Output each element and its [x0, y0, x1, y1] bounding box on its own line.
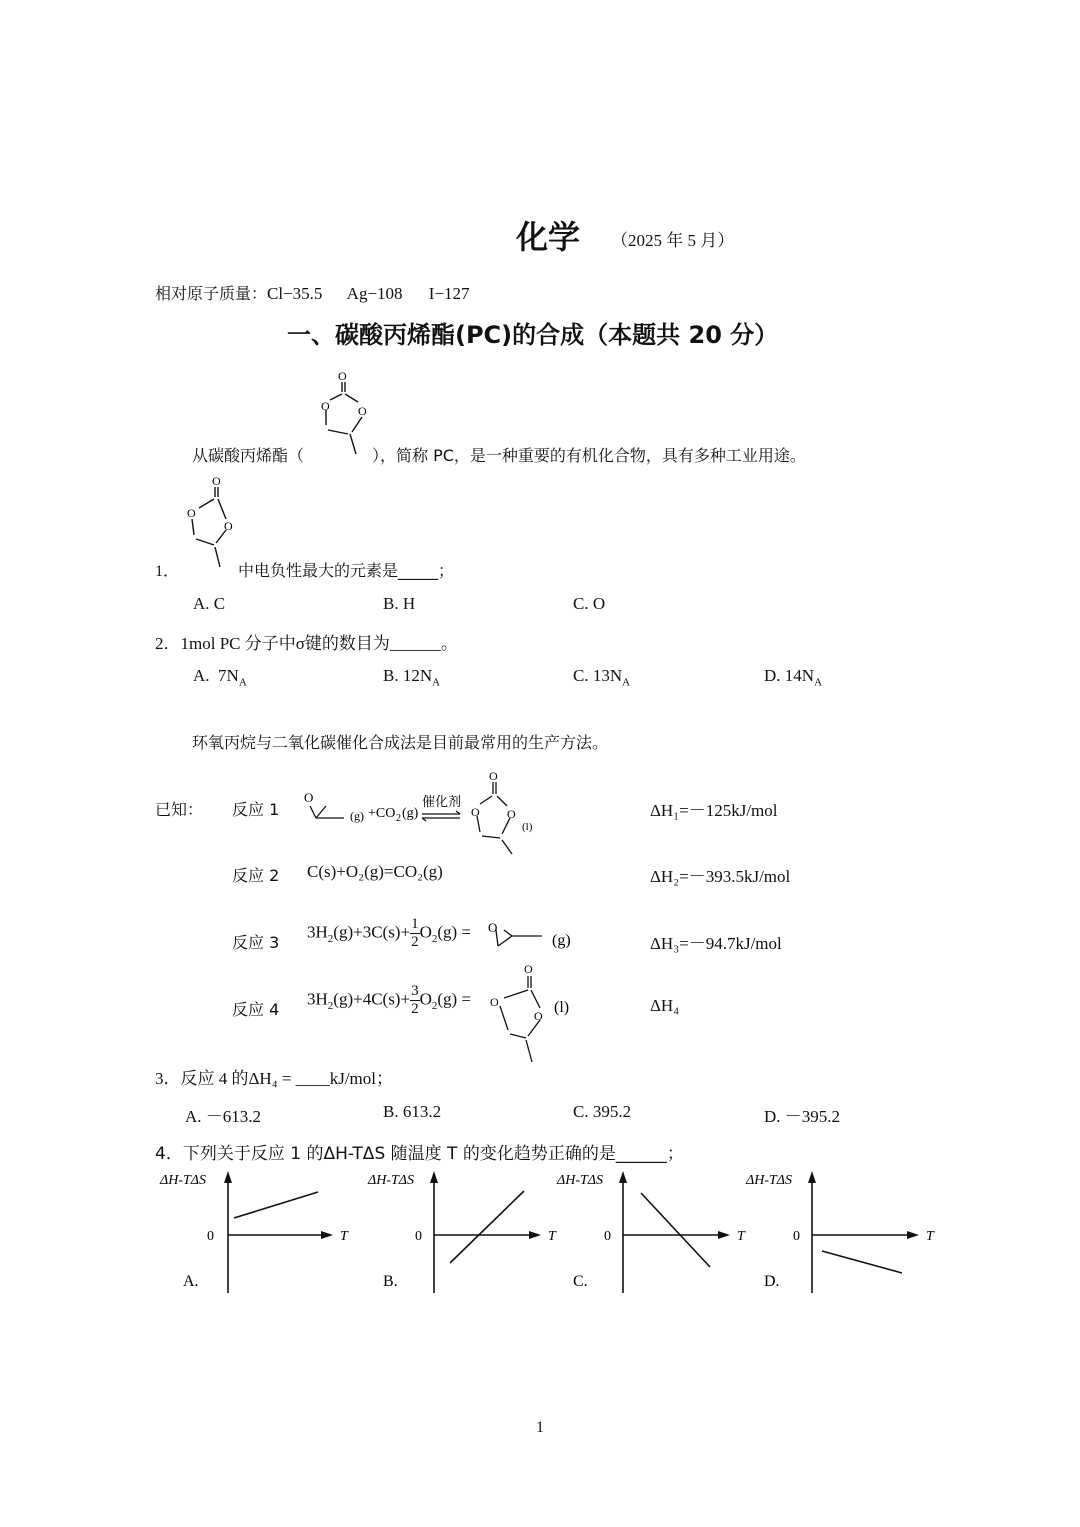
- graph-b-ylabel: ΔH-TΔS: [368, 1173, 414, 1188]
- graph-c: [547, 1165, 747, 1300]
- q2-option-a-value: 7N: [218, 666, 239, 685]
- reaction-1-equation: [300, 770, 550, 860]
- page-number: 1: [536, 1419, 544, 1436]
- graph-a-ylabel: ΔH-TΔS: [160, 1173, 206, 1188]
- q2-option-d-letter: D.: [764, 666, 781, 685]
- graph-a-zero: 0: [207, 1229, 214, 1244]
- reaction-1-label: 反应 1: [232, 800, 280, 819]
- graph-c-line: [641, 1193, 710, 1267]
- svg-text:O: O: [507, 807, 516, 821]
- svg-text:(l): (l): [554, 999, 570, 1016]
- svg-text:O: O: [358, 404, 367, 418]
- graph-d-ylabel: ΔH-TΔS: [746, 1173, 792, 1188]
- reaction-2-label: 反应 2: [232, 866, 280, 885]
- page-title: 化学: [516, 218, 581, 256]
- svg-text:O: O: [212, 474, 221, 488]
- graph-d-zero: 0: [793, 1229, 800, 1244]
- q4-text: 4．下列关于反应 1 的ΔH-TΔS 随温度 T 的变化趋势正确的是______；: [155, 1144, 684, 1164]
- pc-structure-q1-icon: [168, 475, 248, 570]
- q2-option-a-sub: A: [238, 676, 247, 689]
- q1-number: 1．: [155, 563, 180, 580]
- graph-c-letter: C.: [573, 1273, 588, 1290]
- graph-a: [150, 1165, 350, 1300]
- graph-d-letter: D.: [764, 1273, 780, 1290]
- reaction-3-dh: ΔH₃=－94.7kJ/mol: [650, 934, 782, 953]
- svg-text:(g): (g): [402, 806, 419, 821]
- reaction-4-dh: ΔH₄: [650, 996, 680, 1015]
- intro-after: ），简称 PC，是一种重要的有机化合物，具有多种工业用途。: [372, 446, 806, 465]
- section-heading: 一、碳酸丙烯酯(PC)的合成（本题共 20 分）: [287, 321, 779, 349]
- graph-d: [736, 1165, 946, 1300]
- svg-text:(l): (l): [522, 821, 533, 833]
- graph-c-xlabel: T: [737, 1229, 745, 1244]
- graph-b-xlabel: T: [548, 1229, 556, 1244]
- q3-option-b: B. 613.2: [383, 1102, 442, 1121]
- reaction-4-equation: $3H_2(g)+4C(s)+$ $\frac{3}{2}$ $O_2(g)$ =: [307, 983, 472, 1017]
- reaction-2-dh: ΔH₂=－393.5kJ/mol: [650, 867, 791, 886]
- graph-a-xlabel: T: [340, 1229, 348, 1244]
- graph-d-line: [822, 1251, 902, 1273]
- exam-date: （2025 年 5 月）: [611, 231, 735, 250]
- graph-b: [358, 1165, 558, 1300]
- graph-a-line: [234, 1192, 318, 1218]
- reaction-4-label: 反应 4: [232, 1000, 280, 1019]
- ag-mass: Ag−108: [346, 284, 403, 303]
- q2-option-b: [383, 666, 440, 688]
- known-label: 已知：: [155, 800, 204, 819]
- q3-option-c: C. 395.2: [573, 1102, 632, 1121]
- q2-option-b-value: 12N: [402, 666, 433, 685]
- q2-option-b-sub: A: [432, 676, 441, 689]
- q1-option-a: A. C: [193, 594, 226, 613]
- graph-c-zero: 0: [604, 1229, 611, 1244]
- q2-option-d-value: 14N: [784, 666, 815, 685]
- svg-text:O: O: [534, 1009, 543, 1023]
- q3-option-a: A. －613.2: [185, 1107, 262, 1126]
- reaction-3-equation: $3H_2(g)+3C(s)+$ $\frac{1}{2}$ $O_2(g)$ =: [307, 916, 472, 950]
- pc-structure-r4-icon: [486, 958, 586, 1068]
- svg-text:O: O: [224, 519, 233, 533]
- svg-text:O: O: [524, 962, 533, 976]
- q2-option-a-letter: A.: [193, 666, 210, 685]
- graph-c-ylabel: ΔH-TΔS: [557, 1173, 603, 1188]
- svg-text:2: 2: [396, 813, 401, 824]
- graph-b-letter: B.: [383, 1273, 398, 1290]
- reaction-2-equation: C(s)+O₂(g)=CO₂(g): [307, 862, 443, 881]
- atomic-masses: [155, 281, 470, 304]
- q1-text: 中电负性最大的元素是_____；: [238, 561, 455, 580]
- svg-text:(g): (g): [350, 809, 364, 823]
- q2-option-c-sub: A: [622, 676, 631, 689]
- q2-option-a: [193, 666, 247, 688]
- q2-text: 2．1mol PC 分子中σ键的数目为______。: [155, 634, 458, 653]
- svg-text:+CO: +CO: [368, 806, 396, 821]
- q3-text: 3．反应 4 的ΔH₄ = ____kJ/mol；: [155, 1069, 394, 1088]
- q2-option-c-letter: C.: [573, 666, 589, 685]
- catalyst-label: 催化剂: [422, 794, 462, 809]
- reaction-1-dh: ΔH₁=－125kJ/mol: [650, 801, 778, 820]
- q2-option-b-letter: B.: [383, 666, 399, 685]
- intro-before: 从碳酸丙烯酯（: [192, 446, 305, 465]
- i-mass: I−127: [428, 284, 470, 303]
- cl-mass: Cl−35.5: [267, 284, 323, 303]
- q2-option-c: [573, 666, 630, 688]
- svg-text:(g): (g): [552, 932, 571, 949]
- q1-option-c: C. O: [573, 594, 606, 613]
- q1-option-b: B. H: [383, 594, 416, 613]
- svg-text:O: O: [321, 399, 330, 413]
- q2-option-d-sub: A: [814, 676, 823, 689]
- atomic-masses-label: 相对原子质量：: [155, 284, 268, 303]
- graph-a-letter: A.: [183, 1273, 199, 1290]
- svg-text:O: O: [490, 995, 499, 1009]
- reaction-3-label: 反应 3: [232, 933, 280, 952]
- svg-text:O: O: [304, 790, 314, 805]
- q3-option-d: D. －395.2: [764, 1107, 841, 1126]
- method-text: 环氧丙烷与二氧化碳催化合成法是目前最常用的生产方法。: [192, 733, 609, 752]
- q2-option-c-value: 13N: [592, 666, 623, 685]
- svg-text:O: O: [488, 920, 498, 935]
- svg-text:O: O: [471, 805, 480, 819]
- svg-text:O: O: [338, 369, 347, 383]
- graph-b-line: [450, 1191, 524, 1263]
- q2-option-d: [764, 666, 822, 688]
- svg-text:O: O: [489, 769, 498, 783]
- graph-b-zero: 0: [415, 1229, 422, 1244]
- svg-text:O: O: [187, 506, 196, 520]
- propylene-oxide-icon: [486, 918, 586, 958]
- graph-d-xlabel: T: [926, 1229, 934, 1244]
